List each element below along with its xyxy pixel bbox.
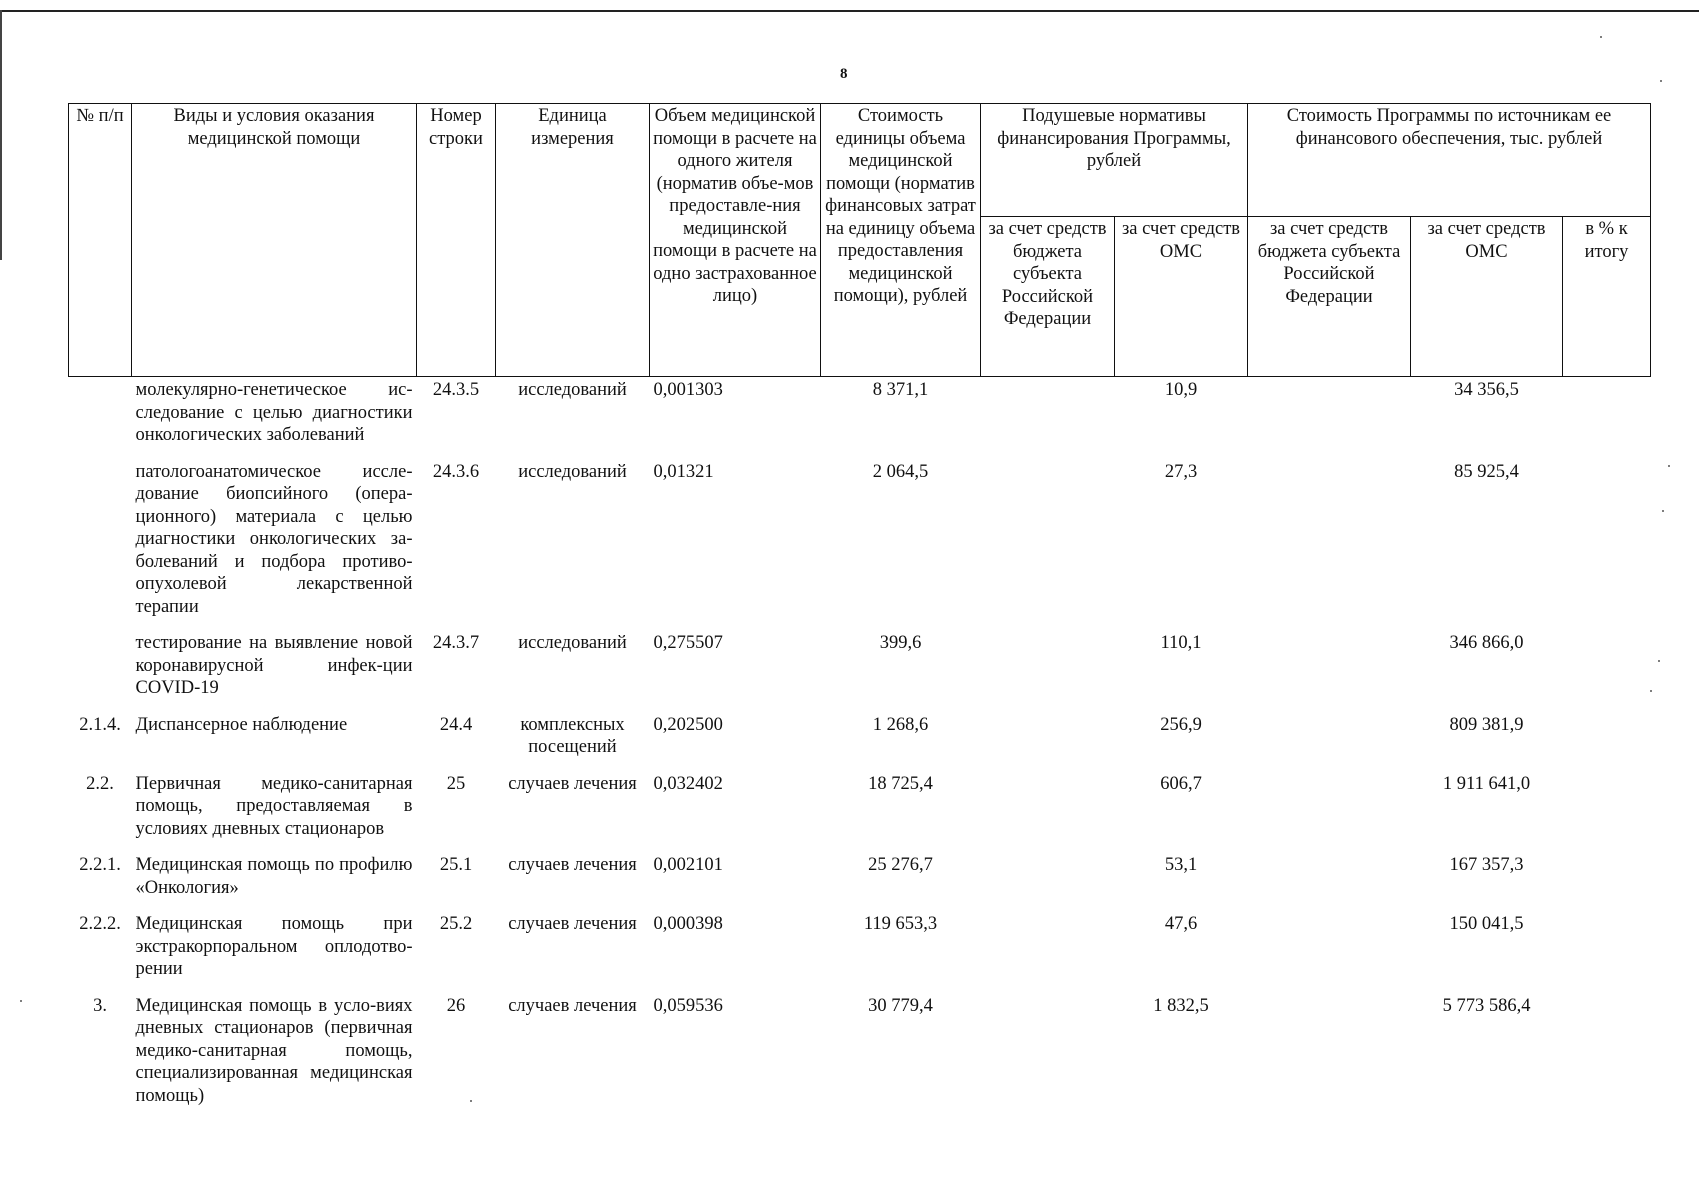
header-program-budget: за счет средств бюджета субъекта Российской Федерации <box>1248 217 1411 377</box>
table-row <box>69 854 1651 913</box>
row-program-budget <box>1248 714 1411 773</box>
row-volume: 0,000398 <box>653 914 723 934</box>
row-name: Медицинская помощь по профилю «Онкология» <box>135 855 413 898</box>
row-num <box>69 632 132 714</box>
table-header <box>69 104 1651 377</box>
row-num <box>69 461 132 633</box>
row-program-budget <box>1248 773 1411 855</box>
row-per-capita-budget <box>981 913 1115 995</box>
row-program-pct <box>1563 854 1651 913</box>
header-volume: Объем медицинской помощи в расчете на одного жителя (норматив объе-мов предоставле-ния медицинской помощи в расчете на одно застрахованное лицо) <box>650 104 821 377</box>
row-per-capita-oms: 27,3 <box>1164 461 1198 482</box>
row-per-capita-budget <box>981 461 1115 633</box>
row-program-oms: 34 356,5 <box>1454 380 1519 400</box>
row-name: Первичная медико-санитарная помощь, предоставляемая в условиях дневных стационаров <box>135 773 413 839</box>
row-num: 2.1.4. <box>79 714 121 735</box>
row-cost: 2 064,5 <box>872 461 929 482</box>
row-name: Медицинская помощь при экстракорпоральном оплодотво-рении <box>135 914 413 979</box>
row-cost: 8 371,1 <box>872 380 929 400</box>
row-volume: 0,01321 <box>653 461 714 482</box>
scan-edge-top <box>0 10 1699 12</box>
row-unit: случаев лечения <box>508 914 637 934</box>
row-volume: 0,275507 <box>653 633 723 653</box>
row-program-pct <box>1563 913 1651 995</box>
scan-speck <box>1660 80 1662 82</box>
row-program-oms: 167 357,3 <box>1449 855 1524 875</box>
row-program-oms: 5 773 586,4 <box>1442 995 1531 1016</box>
row-per-capita-oms: 110,1 <box>1160 633 1202 653</box>
row-unit: случаев лечения <box>508 773 637 794</box>
row-per-capita-budget <box>981 714 1115 773</box>
scan-edge-left <box>0 10 2 260</box>
row-num: 2.2.2. <box>79 914 121 934</box>
header-per-capita-budget: за счет средств бюджета субъекта Российской Федерации <box>981 217 1115 377</box>
row-program-budget <box>1248 377 1411 461</box>
row-per-capita-budget <box>981 632 1115 714</box>
row-volume: 0,032402 <box>653 773 723 794</box>
table-row <box>69 714 1651 773</box>
row-cost: 25 276,7 <box>868 855 933 875</box>
row-program-oms: 150 041,5 <box>1449 914 1524 934</box>
row-name: Медицинская помощь в усло-виях дневных стационаров (первичная медико-санитарная помощь, специализированная медицинская помощь) <box>135 995 413 1106</box>
header-per-capita-oms: за счет средств ОМС <box>1115 217 1248 377</box>
table-row <box>69 377 1651 461</box>
table-row <box>69 995 1651 1122</box>
scan-speck <box>1600 36 1602 38</box>
row-num: 2.2.1. <box>79 855 121 875</box>
row-num <box>69 377 132 461</box>
scan-speck <box>20 1000 22 1002</box>
row-program-pct <box>1563 995 1651 1122</box>
row-program-budget <box>1248 854 1411 913</box>
row-program-pct <box>1563 461 1651 633</box>
row-cost: 399,6 <box>879 633 922 653</box>
header-unit: Единица измерения <box>496 104 650 377</box>
row-line: 25 <box>446 773 466 794</box>
table-row <box>69 913 1651 995</box>
row-unit: случаев лечения <box>508 855 637 875</box>
row-line: 26 <box>446 995 466 1016</box>
row-line: 24.3.7 <box>432 633 480 653</box>
row-per-capita-oms: 256,9 <box>1160 714 1202 735</box>
row-program-pct <box>1563 773 1651 855</box>
row-per-capita-oms: 1 832,5 <box>1153 995 1209 1016</box>
row-per-capita-budget <box>981 995 1115 1122</box>
row-line: 25.2 <box>439 914 473 934</box>
row-volume: 0,002101 <box>653 855 723 875</box>
row-program-pct <box>1563 714 1651 773</box>
row-line: 24.3.5 <box>432 380 480 400</box>
table-row <box>69 773 1651 855</box>
program-cost-table <box>68 103 1651 1121</box>
table-body <box>69 377 1651 1122</box>
header-program-cost: Стоимость Программы по источникам ее финансового обеспечения, тыс. рублей <box>1248 104 1651 217</box>
row-num: 3. <box>93 995 107 1016</box>
row-name: молекулярно-генетическое ис-следование с целью диагностики онкологических заболеваний <box>135 380 413 445</box>
row-program-oms: 85 925,4 <box>1454 461 1519 482</box>
row-name: тестирование на выявление новой коронавирусной инфек-ции COVID-19 <box>135 633 413 698</box>
row-unit: исследований <box>518 380 627 400</box>
row-line: 25.1 <box>439 855 473 875</box>
scan-speck <box>1650 690 1652 692</box>
row-program-budget <box>1248 913 1411 995</box>
scan-speck <box>1662 510 1664 512</box>
row-per-capita-oms: 53,1 <box>1164 855 1198 875</box>
row-program-budget <box>1248 632 1411 714</box>
header-cost: Стоимость единицы объема медицинской помощи (норматив финансовых затрат на единицу объема предоставления медицинской помощи), рублей <box>821 104 981 377</box>
row-per-capita-budget <box>981 773 1115 855</box>
row-per-capita-budget <box>981 377 1115 461</box>
header-program-pct: в % к итогу <box>1563 217 1651 377</box>
row-per-capita-oms: 47,6 <box>1164 914 1198 934</box>
table-row <box>69 632 1651 714</box>
row-num: 2.2. <box>86 773 114 794</box>
row-volume: 0,202500 <box>653 714 723 735</box>
row-program-oms: 346 866,0 <box>1449 633 1524 653</box>
table-row <box>69 461 1651 633</box>
row-volume: 0,001303 <box>653 380 723 400</box>
page-number: 8 <box>840 66 848 82</box>
header-kind: Виды и условия оказания медицинской помощи <box>132 104 417 377</box>
header-num: № п/п <box>69 104 132 377</box>
row-program-pct <box>1563 377 1651 461</box>
row-program-budget <box>1248 461 1411 633</box>
row-unit: исследований <box>518 633 627 653</box>
row-unit: случаев лечения <box>508 995 637 1016</box>
header-per-capita: Подушевые нормативы финансирования Программы, рублей <box>981 104 1248 217</box>
row-program-budget <box>1248 995 1411 1122</box>
scan-speck <box>470 1100 472 1102</box>
row-per-capita-oms: 10,9 <box>1164 380 1198 400</box>
row-program-oms: 1 911 641,0 <box>1442 773 1531 794</box>
row-program-pct <box>1563 632 1651 714</box>
row-line: 24.4 <box>439 714 473 735</box>
row-program-oms: 809 381,9 <box>1449 714 1524 735</box>
row-per-capita-budget <box>981 854 1115 913</box>
header-line: Номер строки <box>417 104 496 377</box>
row-per-capita-oms: 606,7 <box>1160 773 1202 794</box>
row-cost: 30 779,4 <box>868 995 933 1016</box>
row-name: патологоанатомическое иссле-дование биопсийного (опера-ционного) материала с целью диагностики онкологических за-болеваний и подбора противо-опухолевой лекарственной терапии <box>135 461 413 617</box>
scan-speck <box>1658 660 1660 662</box>
row-unit: комплексных посещений <box>520 714 625 757</box>
row-unit: исследований <box>518 461 627 482</box>
row-cost: 1 268,6 <box>872 714 929 735</box>
row-cost: 119 653,3 <box>863 914 938 934</box>
scan-speck <box>1668 465 1670 467</box>
row-volume: 0,059536 <box>653 995 723 1016</box>
row-name: Диспансерное наблюдение <box>135 714 348 735</box>
header-program-oms: за счет средств ОМС <box>1411 217 1563 377</box>
row-cost: 18 725,4 <box>868 773 933 794</box>
row-line: 24.3.6 <box>432 461 480 482</box>
